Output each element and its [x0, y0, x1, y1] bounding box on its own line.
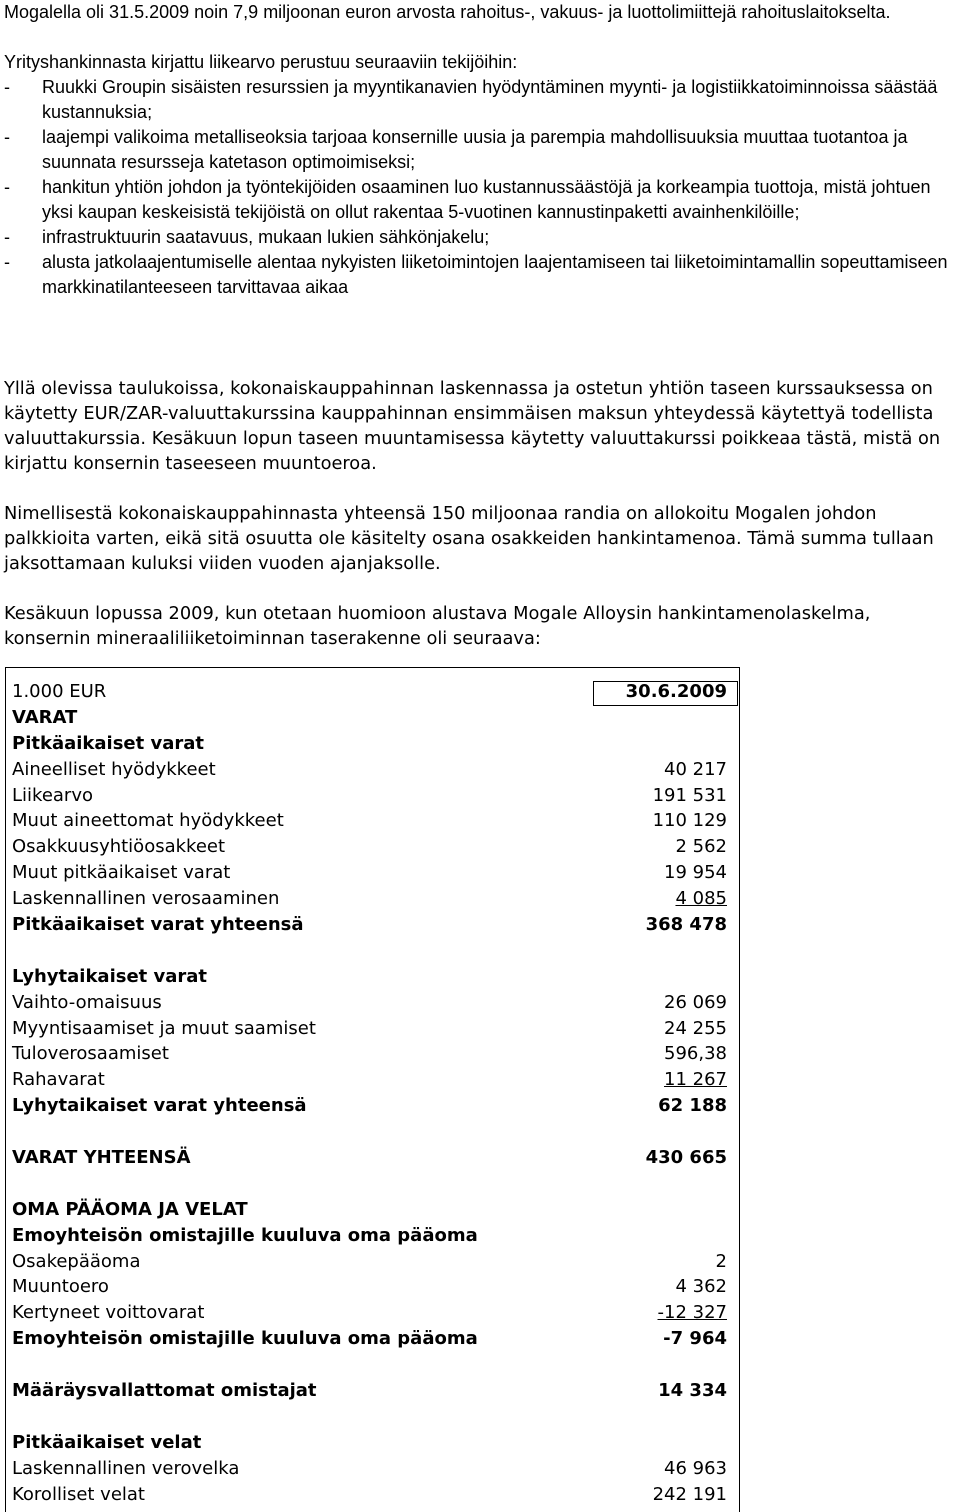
table-border [739, 667, 740, 1512]
row-value: -7 964 [663, 1328, 727, 1350]
table-row [12, 834, 730, 860]
row-value: 242 191 [652, 1483, 727, 1505]
table-row [12, 860, 730, 886]
exchange-rate-paragraph: Yllä olevissa taulukoissa, kokonaiskauppahinnan laskennassa ja ostetun yhtiön taseen kurssauksessa on käytetty EUR/ZAR-valuuttakurssina kauppahinnan ensimmäisen maksun yhteydessä käytettyä todellista valuuttakurssia. Kesäkuun lopun taseen muuntamisessa käytetty valuuttakurssi poikkeaa tästä, mistä on kirjattu konsernin taseeseen muuntoeroa. [4, 378, 941, 474]
table-row [12, 1378, 730, 1404]
table-row [12, 1197, 730, 1223]
management-fee-paragraph: Nimellisestä kokonaiskauppahinnasta yhteensä 150 miljoonaa randia on allokoitu Mogalen johdon palkkioita varten, eikä sitä osuutta ole käsitelty osana osakkeiden hankintamenoa. Tämä summa tullaan jaksottamaan kuluksi viiden vuoden ajanjaksolle. [4, 503, 934, 574]
row-label: Muuntoero [12, 1276, 109, 1298]
row-value: 19 954 [664, 862, 727, 884]
table-row [12, 1119, 730, 1145]
intro-section [4, 0, 960, 300]
body-paragraphs [4, 376, 960, 651]
table-row [12, 757, 730, 783]
row-label: Muut pitkäaikaiset varat [12, 862, 231, 884]
row-value: 2 [715, 1250, 727, 1272]
row-label: Vaihto-omaisuus [12, 991, 162, 1013]
row-value: 430 665 [645, 1147, 727, 1169]
table-row [12, 990, 730, 1016]
row-value: 62 188 [658, 1095, 727, 1117]
table-border [5, 667, 740, 668]
balance-sheet-intro: Kesäkuun lopussa 2009, kun otetaan huomioon alustava Mogale Alloysin hankintamenolaskelma, konsernin mineraaliliiketoiminnan taserakenne oli seuraava: [4, 603, 871, 649]
row-label: Liikearvo [12, 784, 93, 806]
list-item: - infrastruktuurin saatavuus, mukaan lukien sähkönjakelu; [4, 227, 490, 247]
row-value: -12 327 [657, 1302, 727, 1324]
list-item: - Ruukki Groupin sisäisten resurssien ja myyntikanavien hyödyntäminen myynti- ja logistiikkatoiminnoissa säästää kustannuksia; [4, 77, 938, 122]
list-item: - alusta jatkolaajentumiselle alentaa nykyisten liiketoimintojen laajentamiseen tai liiketoimintamallin sopeuttamiseen markkinatilanteeseen tarvittavaa aikaa [4, 252, 948, 297]
row-label: Rahavarat [12, 1069, 105, 1091]
row-value: 24 255 [664, 1017, 727, 1039]
row-label: Pitkäaikaiset varat [12, 732, 204, 754]
row-value: 4 362 [675, 1276, 727, 1298]
table-row [12, 1404, 730, 1430]
row-label: Pitkäaikaiset velat [12, 1431, 202, 1453]
list-item: - hankitun yhtiön johdon ja työntekijöiden osaaminen luo kustannussäästöjä ja korkeampia tuottoja, mistä johtuen yksi kaupan keskeisistä tekijöistä on ollut rakentaa 5-vuotinen kannustinpaketti avainhenkilöille; [4, 177, 931, 222]
row-value: 11 267 [664, 1069, 727, 1091]
row-value: 368 478 [645, 914, 727, 936]
row-label: Lyhytaikaiset varat [12, 965, 208, 987]
goodwill-factors-list [4, 75, 960, 300]
table-row [12, 1041, 730, 1067]
date-cell-border [737, 681, 738, 706]
table-row [12, 1352, 730, 1378]
row-label: OMA PÄÄOMA JA VELAT [12, 1198, 248, 1220]
table-row [12, 1300, 730, 1326]
table-row [12, 783, 730, 809]
row-label: Myyntisaamiset ja muut saamiset [12, 1017, 316, 1039]
row-label: Laskennallinen verovelka [12, 1457, 240, 1479]
row-label: Pitkäaikaiset varat yhteensä [12, 914, 304, 936]
row-label: VARAT [12, 706, 78, 728]
table-row [12, 1016, 730, 1042]
row-value: 26 069 [664, 991, 727, 1013]
row-label: Osakkuusyhtiöosakkeet [12, 836, 226, 858]
table-row [12, 886, 730, 912]
table-row [12, 938, 730, 964]
table-row [12, 1274, 730, 1300]
row-label: Muut aineettomat hyödykkeet [12, 810, 284, 832]
row-value: 596,38 [664, 1043, 727, 1065]
balance-sheet-table [0, 667, 740, 1512]
row-value: 2 562 [675, 836, 727, 858]
table-row [12, 1067, 730, 1093]
row-label: Kertyneet voittovarat [12, 1302, 205, 1324]
row-value: 191 531 [652, 784, 727, 806]
row-label: Korolliset velat [12, 1483, 145, 1505]
row-label: Lyhytaikaiset varat yhteensä [12, 1095, 307, 1117]
row-label: Tuloverosaamiset [12, 1043, 169, 1065]
table-row [12, 912, 730, 938]
row-label: Laskennallinen verosaaminen [12, 888, 280, 910]
date-header: 30.6.2009 [625, 681, 727, 702]
table-row [12, 731, 730, 757]
table-row [12, 1482, 730, 1508]
row-label: Emoyhteisön omistajille kuuluva oma pääoma [12, 1328, 478, 1350]
row-label: Osakepääoma [12, 1250, 141, 1272]
row-value: 14 334 [658, 1380, 727, 1402]
table-header-row [12, 679, 730, 705]
table-row [12, 1145, 730, 1171]
table-row [12, 1249, 730, 1275]
row-label: Aineelliset hyödykkeet [12, 758, 216, 780]
table-row [12, 1223, 730, 1249]
table-row [12, 1171, 730, 1197]
table-row [12, 964, 730, 990]
row-value: 46 963 [664, 1457, 727, 1479]
table-row [12, 1326, 730, 1352]
table-row [12, 705, 730, 731]
financing-statement: Mogalella oli 31.5.2009 noin 7,9 miljoonan euron arvosta rahoitus-, vakuus- ja luottolimiittejä rahoituslaitokselta. [4, 2, 891, 22]
table-border [5, 667, 6, 1512]
table-row [12, 808, 730, 834]
list-item: - laajempi valikoima metalliseoksia tarjoaa konsernille uusia ja parempia mahdollisuuksia muuttaa tuotantoa ja suunnata resursseja katetason optimoimiseksi; [4, 127, 908, 172]
unit-label: 1.000 EUR [12, 681, 107, 702]
row-value: 4 085 [675, 888, 727, 910]
row-label: Emoyhteisön omistajille kuuluva oma pääoma [12, 1224, 478, 1246]
table-row [12, 1093, 730, 1119]
row-label: VARAT YHTEENSÄ [12, 1147, 191, 1169]
table-row [12, 1456, 730, 1482]
goodwill-intro: Yrityshankinnasta kirjattu liikearvo perustuu seuraaviin tekijöihin: [4, 52, 518, 72]
row-value: 110 129 [652, 810, 727, 832]
row-label: Määräysvallattomat omistajat [12, 1380, 317, 1402]
table-row [12, 1430, 730, 1456]
table-rows [12, 679, 730, 1508]
row-value: 40 217 [664, 758, 727, 780]
